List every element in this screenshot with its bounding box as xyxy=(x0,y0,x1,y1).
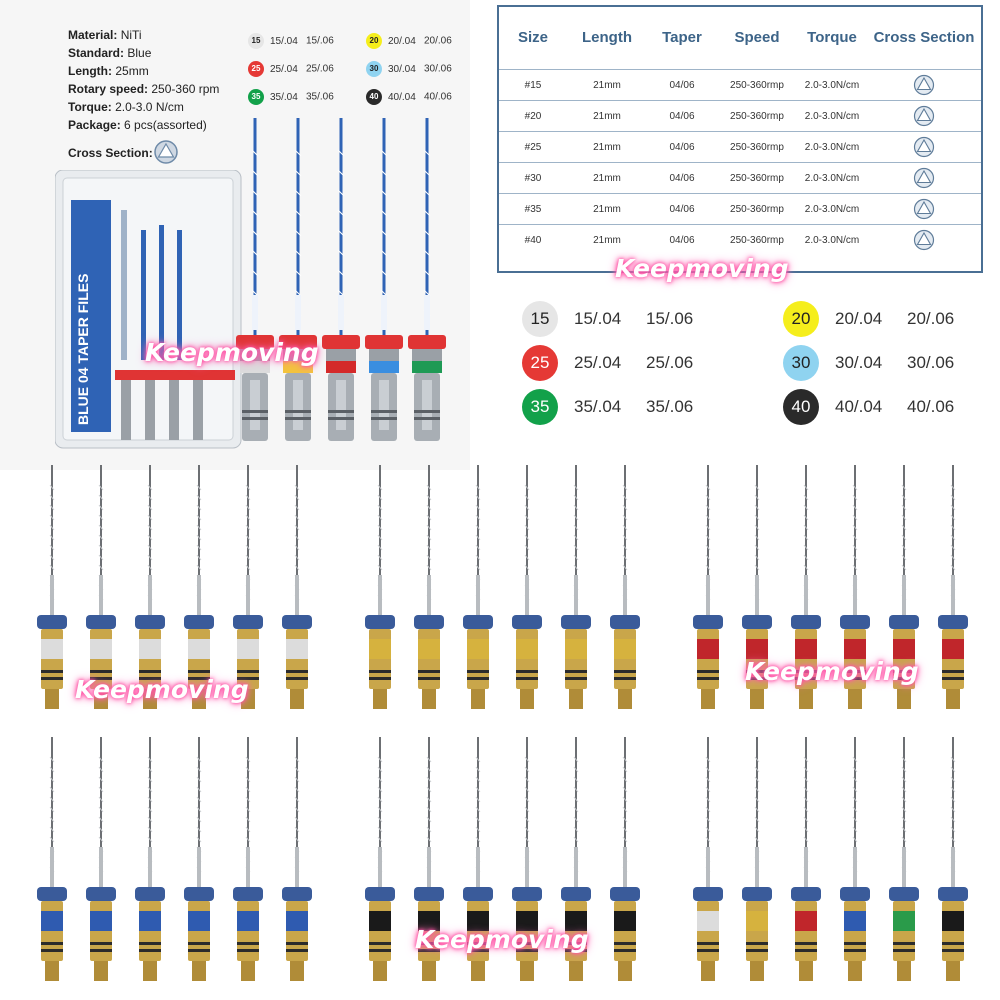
file-photo xyxy=(742,737,772,981)
file-photo-grid xyxy=(0,455,1000,1000)
file-photo xyxy=(233,737,263,981)
file-photo xyxy=(37,737,67,981)
table-cell: 250-360rmp xyxy=(730,173,784,184)
file-photo xyxy=(938,465,968,709)
file-photo xyxy=(610,465,640,709)
file-photo xyxy=(610,737,640,981)
table-cell: #35 xyxy=(524,204,542,215)
table-cell: 2.0-3.0N/cm xyxy=(804,111,860,122)
table-cell: 21mm xyxy=(593,111,621,122)
file-photo xyxy=(135,465,165,709)
taper-04-label: 35/.04 xyxy=(574,397,622,416)
file-photo xyxy=(840,737,870,981)
mini-size-15: 15 15/.04 15/.06 xyxy=(248,33,334,49)
size-dot: 35 xyxy=(248,89,264,105)
size-dot: 20 xyxy=(366,33,382,49)
table-cell: 2.0-3.0N/cm xyxy=(804,142,860,153)
cross-section-triangle-icon xyxy=(913,136,935,158)
table-cell: 250-360rmp xyxy=(730,235,784,246)
cross-section-triangle-icon xyxy=(913,167,935,189)
table-cell: 04/06 xyxy=(669,235,695,246)
file-photo xyxy=(37,465,67,709)
size-dot: 15 xyxy=(248,33,264,49)
table-cell: 04/06 xyxy=(669,80,695,91)
watermark: Keepmoving xyxy=(415,925,589,954)
size-dot-25: 25 xyxy=(522,345,558,381)
table-header-speed: Speed xyxy=(734,29,780,46)
watermark: Keepmoving xyxy=(615,254,789,283)
taper-04-label: 30/.04 xyxy=(835,353,883,372)
taper-04-label: 25/.04 xyxy=(574,353,622,372)
mini-size-20: 20 20/.04 20/.06 xyxy=(366,33,452,49)
taper-06-label: 35/.06 xyxy=(646,397,694,416)
file-photo xyxy=(693,737,723,981)
file-photo xyxy=(463,465,493,709)
cross-section-triangle-icon xyxy=(153,139,179,165)
table-cell: 04/06 xyxy=(669,111,695,122)
watermark: Keepmoving xyxy=(145,338,319,367)
size-dot-40: 40 xyxy=(783,389,819,425)
table-cell: #40 xyxy=(524,235,542,246)
cross-section-triangle-icon xyxy=(913,198,935,220)
table-cell: #25 xyxy=(524,142,542,153)
spec-torque: Torque: 2.0-3.0 N/cm xyxy=(68,100,184,114)
table-cell: 2.0-3.0N/cm xyxy=(804,204,860,215)
size-dot-15: 15 xyxy=(522,301,558,337)
taper-06-label: 40/.06 xyxy=(907,397,955,416)
table-cell: 2.0-3.0N/cm xyxy=(804,80,860,91)
file-photo xyxy=(938,737,968,981)
mini-size-40: 40 40/.04 40/.06 xyxy=(366,89,452,105)
table-cell: #20 xyxy=(524,111,542,122)
table-cell: 21mm xyxy=(593,80,621,91)
file-photo xyxy=(365,465,395,709)
blue-files-image xyxy=(230,110,460,460)
watermark: Keepmoving xyxy=(745,657,919,686)
spec-speed: Rotary speed: 250-360 rpm xyxy=(68,82,220,96)
file-photo xyxy=(414,465,444,709)
table-header-cross-section: Cross Section xyxy=(873,29,975,46)
table-cell: 250-360rmp xyxy=(730,80,784,91)
file-photo xyxy=(561,465,591,709)
taper-04-label: 40/.04 xyxy=(835,397,883,416)
table-cell: 2.0-3.0N/cm xyxy=(804,235,860,246)
mini-size-30: 30 30/.04 30/.06 xyxy=(366,61,452,77)
size-dot-30: 30 xyxy=(783,345,819,381)
table-cell: 250-360rmp xyxy=(730,204,784,215)
spec-cross-section: Cross Section: xyxy=(68,146,153,160)
cross-section-triangle-icon xyxy=(913,74,935,96)
table-cell: 21mm xyxy=(593,204,621,215)
file-photo xyxy=(791,737,821,981)
file-photo xyxy=(135,737,165,981)
table-cell: 04/06 xyxy=(669,204,695,215)
table-cell: 21mm xyxy=(593,173,621,184)
file-photo xyxy=(86,737,116,981)
table-cell: #30 xyxy=(524,173,542,184)
size-dot: 40 xyxy=(366,89,382,105)
size-dot-35: 35 xyxy=(522,389,558,425)
taper-06-label: 30/.06 xyxy=(907,353,955,372)
taper-06-label: 20/.06 xyxy=(907,309,955,328)
cross-section-triangle-icon xyxy=(913,229,935,251)
watermark: Keepmoving xyxy=(75,675,249,704)
spec-table xyxy=(497,5,983,273)
table-header-taper: Taper xyxy=(662,29,702,46)
table-cell: 04/06 xyxy=(669,142,695,153)
file-photo xyxy=(86,465,116,709)
file-photo xyxy=(512,465,542,709)
file-photo xyxy=(365,737,395,981)
table-cell: 21mm xyxy=(593,142,621,153)
table-header-length: Length xyxy=(582,29,632,46)
file-photo xyxy=(282,737,312,981)
spec-material: Material: NiTi xyxy=(68,28,142,42)
size-color-legend xyxy=(500,290,980,430)
box-label: BLUE 04 TAPER FILES xyxy=(75,273,91,425)
table-row xyxy=(499,100,981,132)
taper-04-label: 20/.04 xyxy=(835,309,883,328)
file-photo xyxy=(693,465,723,709)
file-photo xyxy=(233,465,263,709)
table-cell: 250-360rmp xyxy=(730,111,784,122)
table-cell: 21mm xyxy=(593,235,621,246)
table-cell: 04/06 xyxy=(669,173,695,184)
mini-size-35: 35 35/.04 35/.06 xyxy=(248,89,334,105)
size-dot: 25 xyxy=(248,61,264,77)
spec-length: Length: 25mm xyxy=(68,64,149,78)
taper-06-label: 25/.06 xyxy=(646,353,694,372)
table-header-size: Size xyxy=(517,29,548,46)
file-photo xyxy=(184,737,214,981)
table-row xyxy=(499,162,981,194)
cross-section-triangle-icon xyxy=(913,105,935,127)
table-cell: 250-360rmp xyxy=(730,142,784,153)
table-cell: #15 xyxy=(524,80,542,91)
file-photo xyxy=(282,465,312,709)
file-photo xyxy=(184,465,214,709)
taper-04-label: 15/.04 xyxy=(574,309,622,328)
table-row xyxy=(499,69,981,101)
table-row xyxy=(499,224,981,256)
mini-size-25: 25 25/.04 25/.06 xyxy=(248,61,334,77)
size-dot-20: 20 xyxy=(783,301,819,337)
file-photo xyxy=(889,737,919,981)
table-row xyxy=(499,193,981,225)
product-spec-panel xyxy=(0,0,470,470)
spec-standard: Standard: Blue xyxy=(68,46,152,60)
size-dot: 30 xyxy=(366,61,382,77)
table-cell: 2.0-3.0N/cm xyxy=(804,173,860,184)
table-row xyxy=(499,131,981,163)
taper-06-label: 15/.06 xyxy=(646,309,694,328)
spec-package: Package: 6 pcs(assorted) xyxy=(68,118,207,132)
table-header-torque: Torque xyxy=(807,29,857,46)
